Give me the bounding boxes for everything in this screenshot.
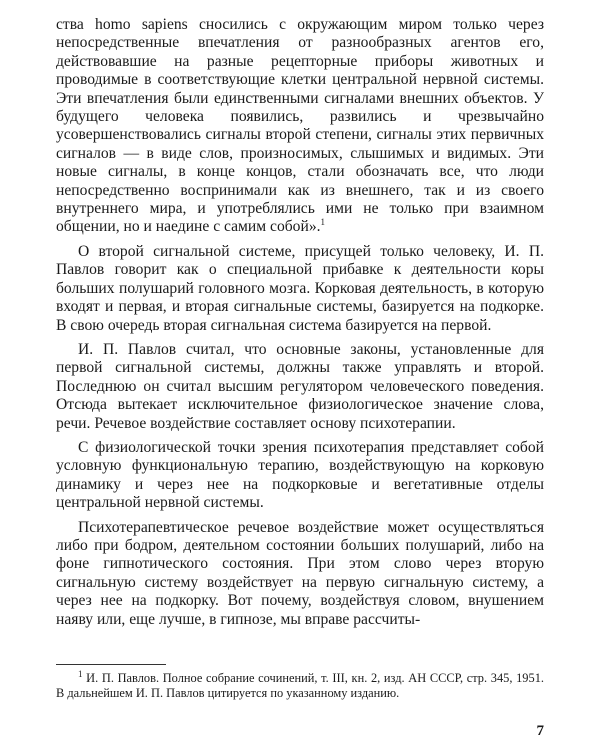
footnote-text: И. П. Павлов. Полное собрание сочинений, т. III, кн. 2, изд. АН СССР, стр. 345, 1951. В дальнейшем И. П. Павлов цитируется по указанному изданию. — [56, 671, 544, 700]
paragraph-text: Психотерапевтическое речевое воздействие может осуществляться либо при бодром, деятельном состоянии больших полушарий, либо на фоне гипнотического состояния. При этом слово через вторую сигнальную систему воздействует на первую сигнальную систему, а через нее на подкорку. Вот почему, воздействуя словом, внушением наяву или, еще лучше, в гипнозе, мы вправе рассчиты- — [56, 518, 544, 628]
page-number: 7 — [536, 723, 544, 739]
paragraph-text: ства homo sapiens сносились с окружающим миром только через непосредственные впечатления от разнообразных агентов его, действовавшие на разные рецепторные приборы животных и проводимые в соответствующие клетки центральной нервной системы. Эти впечатления были единственными сигналами внешних объектов. У будущего человека появились, развились и чрезвычайно усовершенствовались сигналы второй степени, сигналы этих первичных сигналов — в виде слов, произносимых, слышимых и видимых. Эти новые сигналы, в конце концов, стали обозначать все, что люди непосредственно воспринимали как из внешнего, так и из своего внутреннего мира, и употреблялись ими не только при взаимном общении, но и наедине с самим собой». — [56, 16, 544, 236]
footnotes — [56, 668, 544, 701]
footnote-reference: 1 — [320, 217, 326, 228]
paragraph-1 — [56, 16, 544, 237]
book-page — [56, 16, 544, 629]
footnote-1 — [56, 668, 544, 701]
paragraph-text: О второй сигнальной системе, присущей только человеку, И. П. Павлов говорит как о специальной прибавке к деятельности коры больших полушарий головного мозга. Корковая деятельность, в которую входят и первая, и вторая сигнальные системы, базируется на подкорке. В свою очередь вторая сигнальная система базируется на первой. — [56, 242, 544, 334]
paragraph-text: С физиологической точки зрения психотерапия представляет собой условную функциональную терапию, воздействующую на корковую динамику и через нее на подкорковые и вегетативные отделы центральной нервной системы. — [56, 438, 544, 512]
paragraph-4 — [56, 439, 544, 513]
footnote-divider — [56, 664, 166, 665]
footnote-marker: 1 — [78, 668, 83, 679]
paragraph-5 — [56, 519, 544, 629]
body-text — [56, 16, 544, 629]
paragraph-2 — [56, 243, 544, 335]
paragraph-text: И. П. Павлов считал, что основные законы, установленные для первой сигнальной системы, должны также управлять и второй. Последнюю он считал высшим регулятором человеческого поведения. Отсюда вытекает исключительное физиологическое значение слова, речи. Речевое воздействие составляет основу психотерапии. — [56, 340, 544, 432]
paragraph-3 — [56, 341, 544, 433]
